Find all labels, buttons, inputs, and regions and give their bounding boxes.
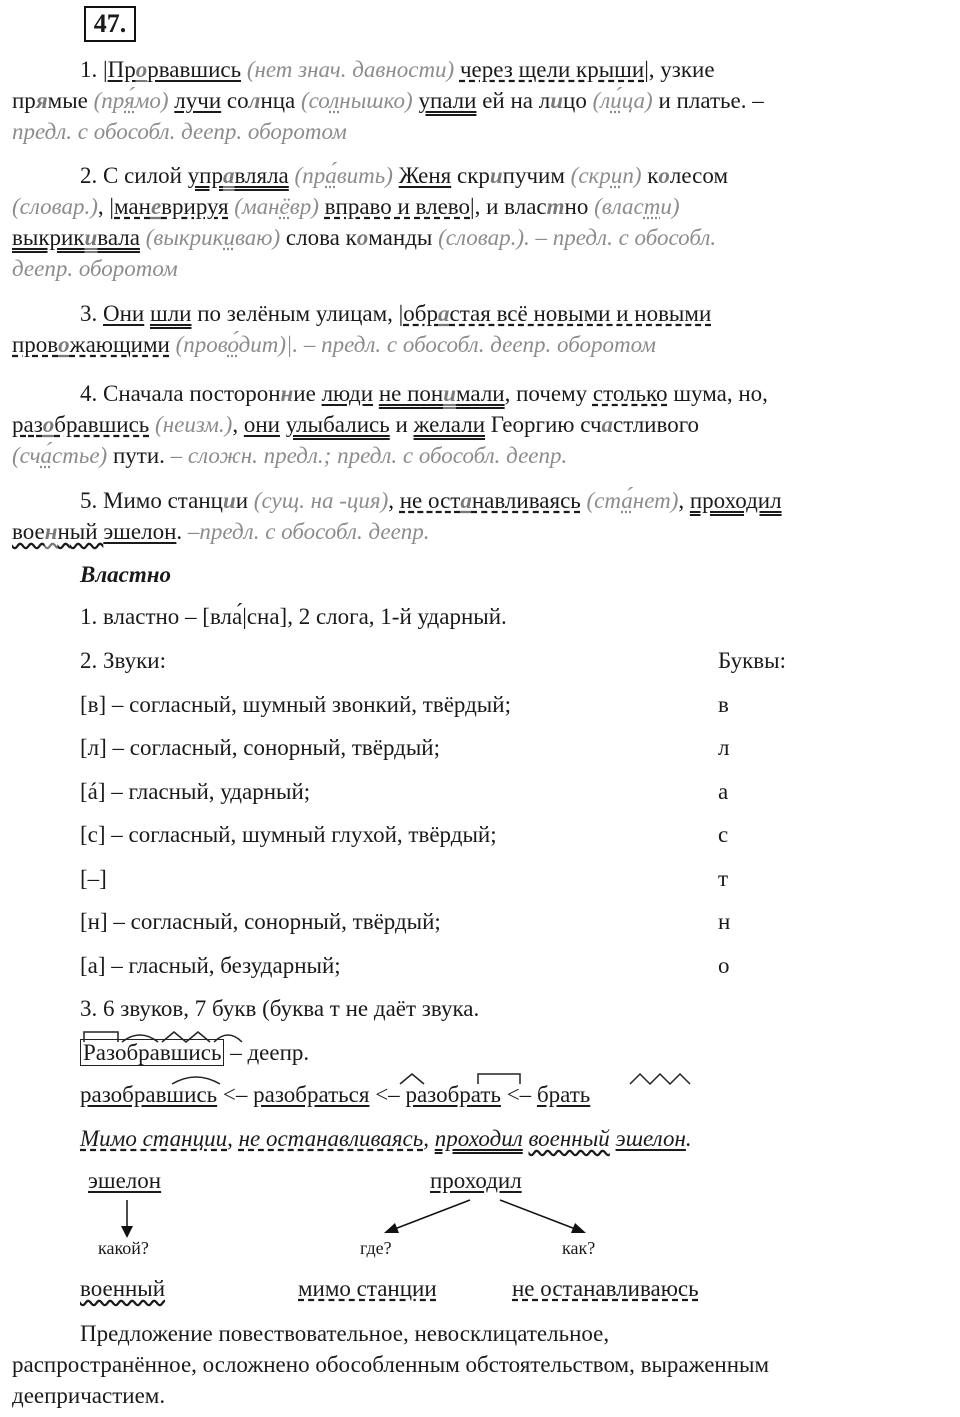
- sound-row: [а] – гласный, безударный;: [80, 953, 341, 978]
- sentence-5-line-2: военный эшелон. –предл. с обособл. деепр.: [12, 519, 430, 544]
- tree-head-prohodil: проходил: [430, 1168, 522, 1193]
- tree-dep-voenny: военный: [80, 1276, 166, 1301]
- exercise-number: 47.: [84, 6, 136, 42]
- sentence-3-line-1: 3. Они шли по зелёным улицам, |обрастая всё новыми и новыми: [80, 301, 712, 326]
- question-gde: где?: [360, 1238, 392, 1258]
- sound-row: [á] – гласный, ударный;: [80, 779, 311, 804]
- letter-cell: т: [718, 866, 729, 891]
- analysis-step-3: 3. 6 звуков, 7 букв (буква т не даёт звука.: [80, 996, 480, 1021]
- word-formation-chain: разобравшись <– разобраться <– разобрать <– брать: [80, 1082, 591, 1107]
- sounds-label: 2. Звуки:: [80, 648, 166, 673]
- formation-marks: [160, 1070, 700, 1086]
- sentence-2-line-3: выкрикивала (выкрикиваю) слова команды (словар.). – предл. с обособл.: [12, 225, 717, 250]
- letter-cell: л: [718, 735, 730, 760]
- sentence-5-line-1: 5. Мимо станции (сущ. на -ция), не останавливаясь (ста́нет), проходил: [80, 488, 782, 513]
- conclusion-line-1: Предложение повествовательное, невосклицательное,: [80, 1321, 610, 1346]
- sound-row: [в] – согласный, шумный звонкий, твёрдый;: [80, 692, 511, 717]
- sentence-3: [12, 298, 932, 360]
- sentence-2-line-1: 2. С силой управляла (пра́вить) Женя скрипучим (скрип) колесом: [80, 163, 729, 188]
- morph-marks: [80, 1028, 250, 1046]
- tree-dep-mimo-stantsii: мимо станции: [298, 1276, 437, 1301]
- tree-head-eshelon: эшелон: [88, 1168, 162, 1193]
- sentence-2-line-4: деепр. оборотом: [12, 256, 178, 281]
- letters-label: Буквы:: [718, 648, 787, 673]
- sentence-5: [12, 485, 932, 547]
- morph-word-tail: – деепр.: [224, 1040, 310, 1065]
- sentence-4-line-2: разобравшись (неизм.), они улыбались и желали Георгию счастливого: [12, 412, 700, 437]
- question-kak: как?: [562, 1238, 596, 1258]
- letter-cell: с: [718, 822, 729, 847]
- sentence-2: [12, 160, 932, 284]
- question-kakoy: какой?: [98, 1238, 149, 1258]
- letter-cell: в: [718, 692, 729, 717]
- sentence-2-line-2: (словар.), |маневрируя (манёвр) вправо и влево|, и властно (власти): [12, 194, 680, 219]
- sentence-1-line-1: 1. |Прорвавшись (нет знач. давности) через щели крыши|, узкие: [80, 57, 715, 82]
- sentence-4: [12, 378, 932, 471]
- analysis-step-1: 1. властно – [вла́|сна], 2 слога, 1-й ударный.: [80, 604, 507, 629]
- sentence-4-line-3: (сча́стье) пути. – сложн. предл.; предл. с обособл. деепр.: [12, 443, 568, 468]
- sound-row: [–]: [80, 866, 107, 891]
- sound-row: [с] – согласный, шумный глухой, твёрдый;: [80, 822, 497, 847]
- sound-row: [н] – согласный, сонорный, твёрдый;: [80, 909, 441, 934]
- letter-cell: о: [718, 953, 730, 978]
- conclusion-line-2: распространённое, осложнено обособленным обстоятельством, выраженным: [12, 1352, 770, 1377]
- tree-dep-ne-ostanavlivayus: не останавливаюсь: [512, 1276, 699, 1301]
- sentence-1: [12, 54, 932, 147]
- sentence-3-line-2: провожающими (прово́дит)|. – предл. с обособл. деепр. оборотом: [12, 332, 656, 357]
- syntax-sentence: Мимо станции, не останавливаясь, проходил военный эшелон.: [80, 1126, 692, 1151]
- letter-cell: н: [718, 909, 731, 934]
- sentence-4-line-1: 4. Сначала посторонние люди не понимали, почему столько шума, но,: [80, 381, 768, 406]
- morph-word: Разобравшись: [80, 1039, 224, 1066]
- sentence-1-line-2: прямые (пря́мо) лучи солнца (солнышко) упали ей на лицо (ли́ца) и платье. –: [12, 88, 764, 113]
- conclusion-line-3: деепричастием.: [12, 1383, 166, 1408]
- conclusion: [12, 1318, 932, 1411]
- sentence-1-line-3: предл. с обособл. деепр. оборотом: [12, 119, 347, 144]
- letter-cell: а: [718, 779, 729, 804]
- sound-row: [л] – согласный, сонорный, твёрдый;: [80, 735, 440, 760]
- analysis-heading: Властно: [80, 562, 172, 587]
